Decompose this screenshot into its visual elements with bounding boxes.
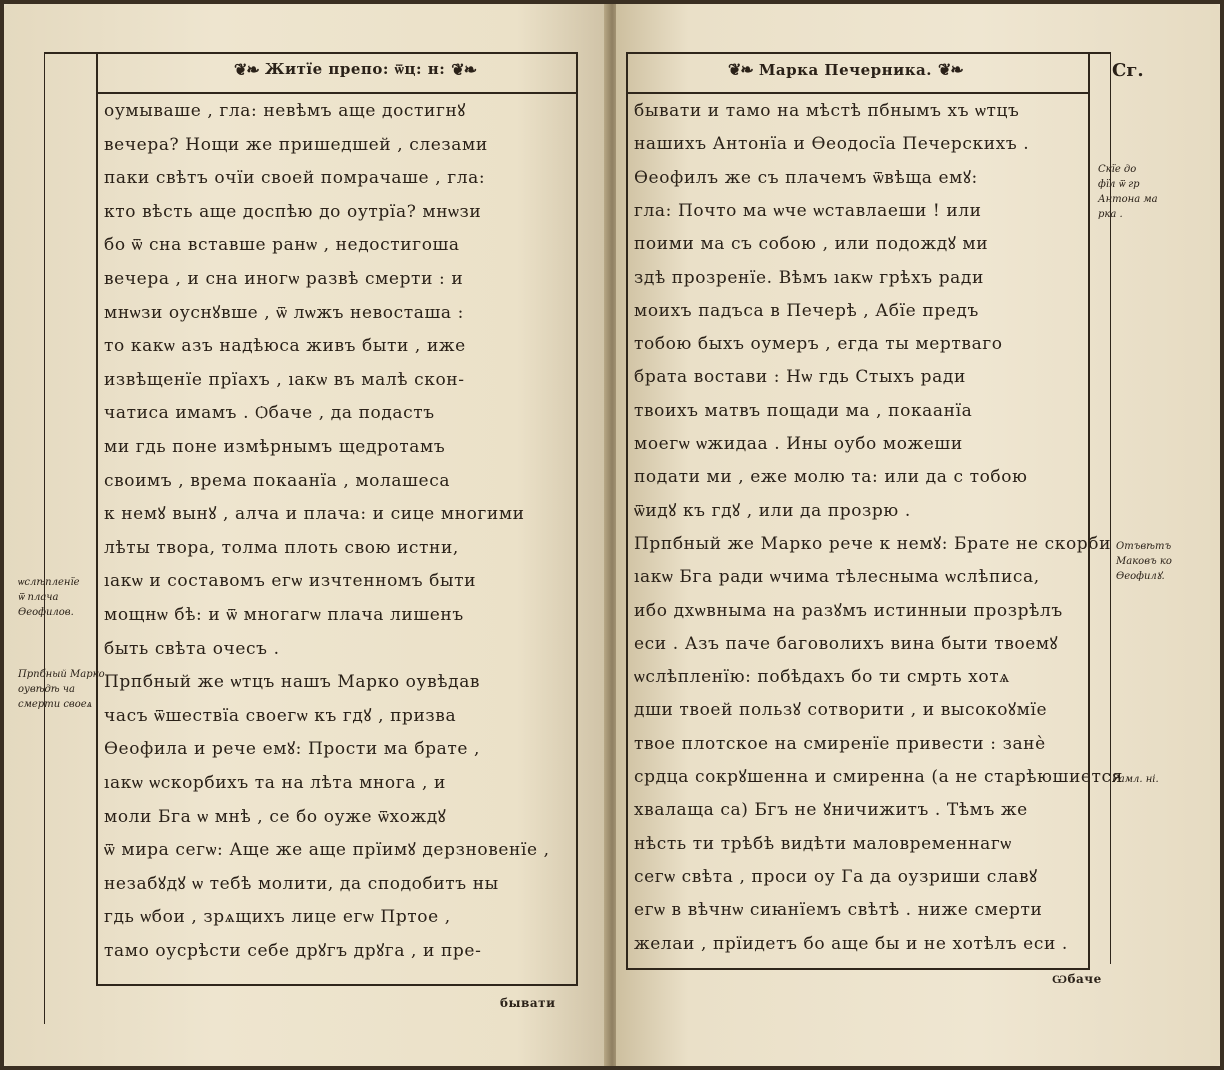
text-line: своимъ , врема покаанїа , молашеса [104, 470, 451, 491]
margin-note-psalm-ref [1112, 772, 1159, 787]
margin-note-line: рка . [1098, 209, 1123, 220]
text-line: ıакѡ и составомъ егѡ изчтенномъ быти [104, 571, 477, 592]
text-line: ѿидꙋ къ гдꙋ , или да прозрю . [634, 500, 911, 521]
text-line: гла: Почто ма ѡче ѡставлаеши ! или [634, 200, 982, 221]
text-line: брата востави : Нѡ гдь Стыхъ ради [634, 367, 966, 388]
text-line: тамо оусрѣсти себе дрꙋгъ дрꙋга , и пре- [104, 941, 482, 961]
text-line: быть свѣта очесъ . [104, 638, 280, 659]
text-line: здѣ прозренїе. Вѣмъ ıакѡ грѣхъ ради [634, 267, 984, 288]
text-line: Прпбный же Марко рече к немꙋ: Брате не скорби [634, 533, 1112, 554]
margin-note-line: оувѣдѣ ча [18, 684, 75, 695]
running-header-text: Житїе препо: ѿц: н: [264, 60, 446, 78]
margin-note-line: смерти своеѧ [18, 699, 93, 710]
text-line: Ѳеофила и рече емꙋ: Прости ма брате , [104, 739, 481, 760]
text-line: желаи , прїидетъ бо аще бы и не хотѣлъ еси . [634, 933, 1068, 954]
text-line: тобою быхъ оумеръ , егда ты мертваго [634, 334, 1003, 355]
text-line: моихъ падъса в Печерѣ , Абїе предъ [634, 300, 979, 321]
text-line: моегѡ ѡжидаа . Ины оубо можеши [634, 434, 963, 454]
margin-note-death-foreknown [18, 667, 105, 712]
text-line: ѡслѣпленїю: побѣдахъ бо ти смрть хотѧ [634, 667, 1010, 688]
right-text-frame-left [626, 52, 628, 970]
margin-note-line: Ѳеофилꙋ. [1116, 571, 1165, 582]
margin-note-line: Отъвѣтъ [1116, 541, 1172, 552]
text-line: кто вѣсть аще доспѣю до оутрїа? мнѡзи [104, 201, 482, 222]
margin-note-line: Скїе до [1098, 164, 1137, 175]
text-line: мощнѡ бѣ: и ѿ многагѡ плача лишенъ [104, 605, 464, 625]
text-line: Ѳеофилъ же съ плачемъ ѿвѣща емꙋ: [634, 167, 978, 188]
text-line: твое плотское на смиренїе привести : занѐ [634, 733, 1046, 754]
text-line: незабꙋдꙋ ѡ тебѣ молити, да сподобитъ ны [104, 873, 499, 894]
text-line: Прпбный же ѡтцъ нашъ Марко оувѣдав [104, 672, 481, 693]
text-line: ıакѡ ѡскорбихъ та на лѣта многа , и [104, 773, 446, 793]
margin-note-line: Рамл. ні. [1112, 774, 1159, 785]
text-line: то какѡ азъ надѣюса живъ быти , иже [104, 336, 466, 357]
text-line: сегѡ свѣта , проси оу Га да оузриши славꙋ [634, 866, 1038, 887]
left-text-body [104, 100, 574, 980]
text-line: подати ми , еже молю та: или да с тобою [634, 467, 1028, 488]
text-line: нашихъ Антонїа и Ѳеодосїа Печерскихъ . [634, 134, 1030, 155]
header-ornament-icon: ❦❧ [938, 60, 963, 79]
text-line: вечера , и сна иногѡ развѣ смерти : и [104, 269, 464, 289]
margin-note-blindness [18, 575, 80, 620]
catchword-right: Ѡбаче [1052, 972, 1102, 986]
text-line: часъ ѿшествїа своегѡ къ гдꙋ , призва [104, 705, 457, 726]
left-top-rule [44, 52, 578, 54]
text-line: хвалаща са) Бгъ не ꙋничижитъ . Тѣмъ же [634, 800, 1028, 821]
text-line: паки свѣтъ очїи своей помрачаше , гла: [104, 168, 486, 189]
running-header-left [234, 60, 476, 79]
right-text-frame-right [1088, 52, 1090, 970]
text-line: к немꙋ вынꙋ , алча и плача: и сице многими [104, 504, 525, 525]
text-line: нѣсть ти трѣбѣ видѣти маловременнагѡ [634, 833, 1012, 854]
text-line: ми гдь поне измѣрнымъ щедротамъ [104, 437, 446, 457]
catchword-left: бывати [500, 996, 556, 1010]
text-line: лѣты твора, толма плоть свою истни, [104, 537, 459, 558]
text-line: срдца сокрꙋшенна и смиренна (а не старѣюшиется [634, 767, 1124, 787]
header-ornament-icon: ❦❧ [451, 60, 477, 79]
right-top-rule [626, 52, 1110, 54]
right-bottom-rule [626, 968, 1090, 970]
text-line: еси . Азъ паче баговолихъ вина быти твоемꙋ [634, 633, 1059, 654]
text-line: дши твоей пользꙋ сотворити , и высокоꙋмїе [634, 700, 1048, 721]
margin-note-line: Маковъ ко [1116, 556, 1172, 567]
left-header-rule [96, 92, 578, 94]
text-line: ибо дхѡвныма на разꙋмъ истинныи прозрѣлъ [634, 600, 1063, 621]
right-header-rule [626, 92, 1090, 94]
page-number: Сг. [1112, 60, 1144, 81]
text-line: чатиса имамъ . Ѻбаче , да подастъ [104, 403, 435, 424]
text-line: мнѡзи оуснꙋвше , ѿ лѡжъ невосташа : [104, 302, 464, 323]
text-line: твоихъ матвъ пощади ма , покаанїа [634, 400, 973, 421]
text-line: бо ѿ сна вставше ранѡ , недостигоша [104, 235, 460, 256]
text-line: бывати и тамо на мѣстѣ пбнымъ хъ ѡтцъ [634, 101, 1020, 121]
text-line: гдь ѡбои , зрѧщихъ лице егѡ Пртое , [104, 907, 451, 928]
header-ornament-icon: ❦❧ [234, 60, 259, 79]
left-outer-margin-rule [44, 52, 45, 1024]
text-line: оумываше , гла: невѣмъ аще достигнꙋ [104, 101, 466, 121]
text-line: моли Бга ѡ мнѣ , се бо оуже ѿхождꙋ [104, 806, 447, 827]
left-page [4, 4, 608, 1066]
margin-note-line: Антона ма [1098, 194, 1158, 205]
text-line: егѡ в вѣчнѡ сиꙗнїемъ свѣтѣ . ниже смерти [634, 900, 1043, 921]
text-line: ѿ мира сегѡ: Аще же аще прїимꙋ дерзновенїе , [104, 840, 550, 861]
text-line: поими ма съ собою , или подождꙋ ми [634, 234, 989, 255]
margin-note-line: ѿ плача [18, 592, 59, 603]
left-text-frame-right [576, 52, 578, 986]
margin-note-mark-answer [1116, 539, 1172, 584]
left-bottom-rule [96, 984, 578, 986]
margin-note-line: ѡслѣпленїе [18, 577, 80, 588]
running-header-right [728, 60, 963, 79]
text-line: ıакѡ Бга ради ѡчима тѣлесныма ѡслѣписа, [634, 567, 1040, 588]
margin-note-line: Прпбный Марко [18, 669, 105, 680]
left-text-frame-left [96, 52, 98, 986]
text-line: вечера? Нощи же пришедшей , слезами [104, 134, 488, 155]
margin-note-line: фїл ѿ гр [1098, 179, 1140, 190]
right-page [616, 4, 1220, 1066]
margin-note-saint-anthony [1098, 162, 1158, 222]
margin-note-line: Ѳеофилов. [18, 607, 74, 618]
running-header-text: Марка Печерника. [758, 60, 932, 79]
text-line: извѣщенїе прїахъ , ıакѡ въ малѣ скон- [104, 369, 465, 390]
book-spread [4, 4, 1220, 1066]
header-ornament-icon: ❦❧ [728, 60, 753, 79]
